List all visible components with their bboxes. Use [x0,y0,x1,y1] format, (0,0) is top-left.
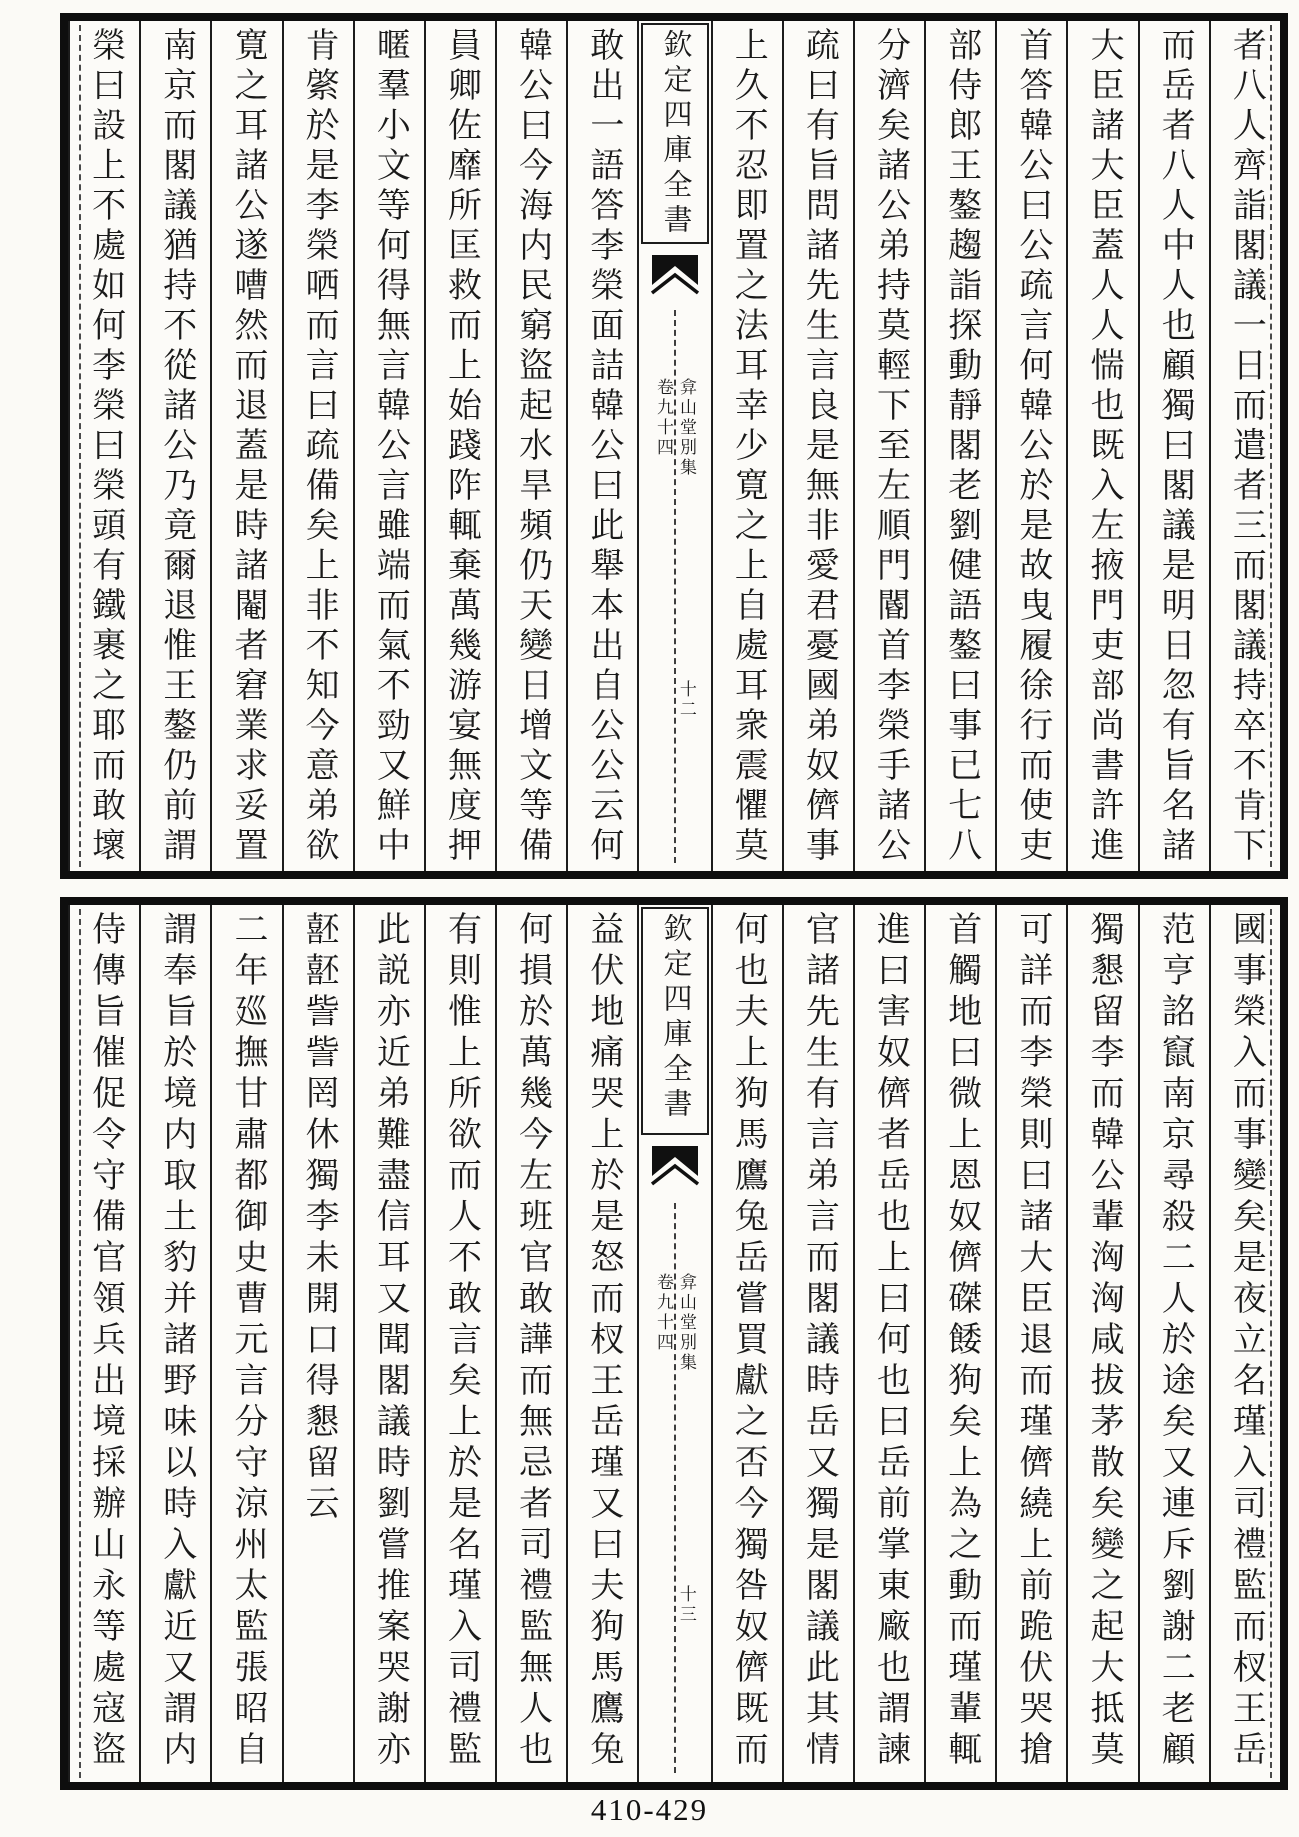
column-text: 范亨詺竄南京尋殺二人於途矣又連斥劉謝二老顧 [1156,911,1194,1772]
column-text: 益伏地痛哭上於是怒而杈王岳瑾又曰夫狗馬鷹兔 [584,911,622,1772]
column-text: 疏曰有旨問諸先生言良是無非愛君憂國弟奴儕事 [800,27,838,867]
text-column [353,905,424,1782]
text-column [1066,905,1137,1782]
text-column [853,21,924,871]
siku-title-box [641,23,708,244]
column-text: 上久不忍即置之法耳幸少寛之上自處耳衆震懼莫 [729,27,767,867]
right-column-group [711,21,1280,871]
folio-block-bottom [60,897,1288,1790]
siku-title: 欽定四庫全書 [659,913,692,1123]
right-column-group [711,905,1280,1782]
book-title: 弇山堂別集 [677,1273,696,1374]
text-column [995,21,1066,871]
column-text: 榮曰設上不處如何李榮曰榮頭有鐵裹之耶而敢壞 [86,27,124,867]
column-text: 官諸先生有言弟言而閣議時岳又獨是閣議此其情 [800,911,838,1772]
text-column [711,21,782,871]
text-column [1209,905,1280,1782]
book-title: 弇山堂別集 [677,378,696,478]
left-column-group [68,905,637,1782]
banxin-column [637,21,710,871]
text-column [995,905,1066,1782]
fishtail-icon [650,1146,700,1192]
column-text: 首答韓公曰公疏言何韓公於是故曳履徐行而使吏 [1013,27,1051,867]
text-column [282,905,353,1782]
footer-page-number: 410-429 [590,1792,709,1827]
text-column [424,21,495,871]
column-text: 韓公曰今海内民窮盜起水旱頻仍天變日增文等備 [513,27,551,867]
text-column [853,905,924,1782]
folio-block-top [60,13,1288,879]
siku-title: 欽定四庫全書 [659,29,692,239]
column-text: 敢出一語答李榮面詰韓公曰此舉本出自公公云何 [584,27,622,867]
column-text: 大臣諸大臣蓋人人惴也既入左掖門吏部尚書許進 [1085,27,1123,867]
banxin-titles [639,1273,710,1396]
folio-number: 十二 [676,679,696,720]
left-column-group [68,21,637,871]
text-column [282,21,353,871]
text-column [711,905,782,1782]
column-text: 部侍郎王鏊趨詣探動靜閣老劉健語鏊曰事已七八 [942,27,980,867]
column-text: 噽噽訾訾罔休獨李未開口得懇留云 [300,911,338,1526]
chapter-label: 卷九十四 [654,1273,673,1354]
text-column [139,905,210,1782]
text-column [424,905,495,1782]
column-text: 獨懇留李而韓公輩洶洶咸拔茅散矣變之起大抵莫 [1085,911,1123,1772]
column-text: 謂奉旨於境内取土豹并諸野味以時入獻近又謂内 [157,911,195,1772]
column-text: 而岳者八人中人也顧獨曰閣議是明日忽有旨名諸 [1156,27,1194,867]
text-column [1209,21,1280,871]
column-text: 二年廵撫甘肅都御史曹元言分守涼州太監張昭自 [228,911,266,1772]
column-text: 進曰害奴儕者岳也上曰何也曰岳前掌東廠也謂諫 [871,911,909,1772]
column-text: 有則惟上所欲而人不敢言矣上於是名瑾入司禮監 [442,911,480,1772]
banxin-column [637,905,710,1782]
text-column [68,21,139,871]
column-text: 南京而閣議猶持不從諸公乃竟爾退惟王鏊仍前謂 [157,27,195,867]
column-text: 暱羣小文等何得無言韓公言雖端而氣不勁又鮮中 [371,27,409,867]
column-text: 此説亦近弟難盡信耳又聞閣議時劉嘗推案哭謝亦 [371,911,409,1772]
column-text: 可詳而李榮則曰諸大臣退而瑾儕繞上前跪伏哭搶 [1013,911,1051,1772]
text-column [924,21,995,871]
siku-title-box [641,907,708,1135]
text-column [68,905,139,1782]
folio-number: 十三 [676,1584,696,1625]
column-text: 員卿佐靡所匡救而上始踐阼輒棄萬幾游宴無度押 [442,27,480,867]
column-text: 者八人齊詣閣議一日而遣者三而閣議持卒不肯下 [1227,27,1265,867]
column-text: 首觸地曰微上恩奴儕磔餧狗矣上為之動而瑾輩輒 [942,911,980,1772]
text-column [353,21,424,871]
column-text: 侍傳旨催促令守備官領兵出境採辦山永等處寇盜 [86,911,124,1772]
text-column [1138,21,1209,871]
text-column [1066,21,1137,871]
text-column [495,21,566,871]
text-column [1138,905,1209,1782]
column-text: 分濟矣諸公弟持莫輕下至左順門閽首李榮手諸公 [871,27,909,867]
column-text: 何也夫上狗馬鷹兔岳嘗買獻之否今獨咎奴儕既而 [729,911,767,1772]
text-column [210,905,281,1782]
column-text: 何損於萬幾今左班官敢譁而無忌者司禮監無人也 [513,911,551,1772]
fishtail-icon [650,255,700,301]
column-text: 寛之耳諸公遂嘈然而退蓋是時諸閹者窘業求妥置 [228,27,266,867]
column-text: 肯綮於是李榮哂而言曰疏備矣上非不知今意弟欲 [300,27,338,867]
column-text: 國事榮入而事變矣是夜立名瑾入司禮監而杈王岳 [1227,911,1265,1772]
banxin-titles [639,378,710,497]
text-column [782,905,853,1782]
text-column [924,905,995,1782]
text-column [566,21,637,871]
chapter-label: 卷九十四 [654,378,673,458]
text-column [566,905,637,1782]
text-column [495,905,566,1782]
text-column [139,21,210,871]
text-column [210,21,281,871]
text-column [782,21,853,871]
